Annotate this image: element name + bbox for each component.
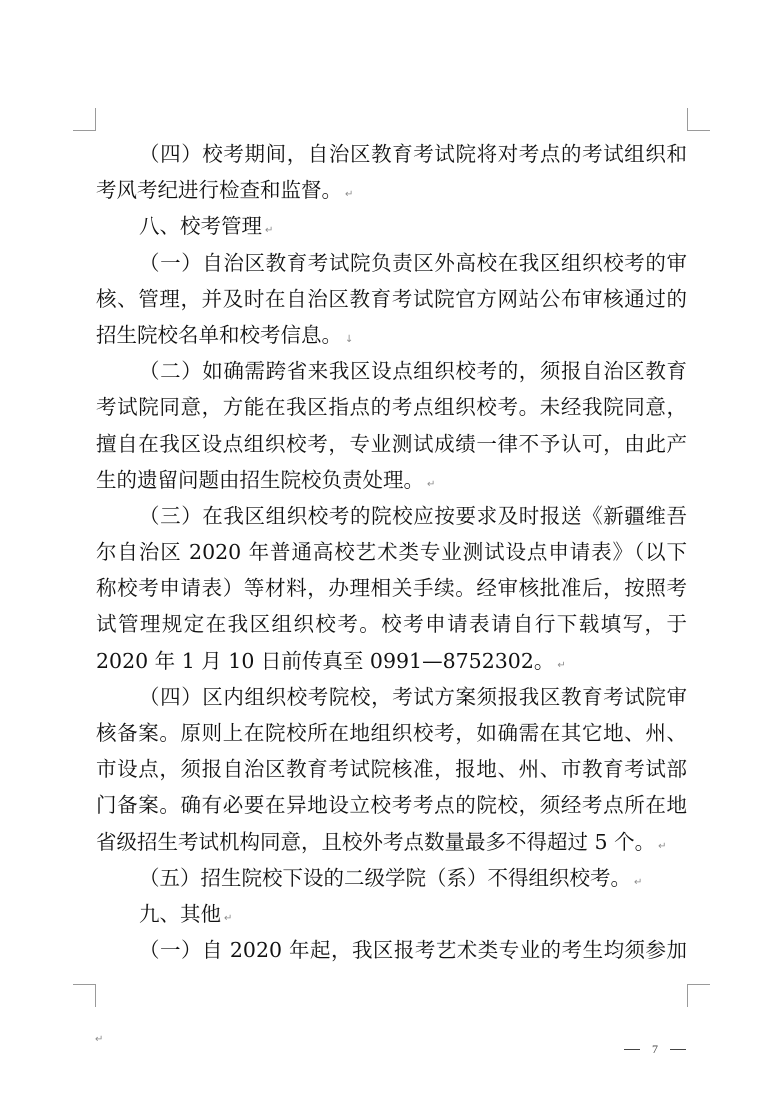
paragraph-line: 擅自在我区设点组织校考，专业测试成绩一律不予认可，由此产: [96, 431, 687, 456]
paragraph-line: [96, 643, 687, 679]
section-heading-text: 九、其他: [139, 901, 221, 926]
paragraph-line: [96, 317, 687, 353]
paragraph-line: （一）自治区教育考试院负责区外高校在我区组织校考的审: [139, 250, 687, 275]
paragraph-line: （四）校考期间，自治区教育考试院将对考点的考试组织和: [139, 142, 687, 166]
page-number-dash-left: [624, 1049, 640, 1050]
line-break-mark-icon: ↓: [345, 333, 354, 345]
paragraph-line: 尔自治区 2020 年普通高校艺术类专业测试设点申请表》（以下: [96, 540, 687, 565]
paragraph-line: [96, 462, 687, 498]
page-number: [624, 1040, 686, 1058]
paragraph-mark-icon: ↵: [557, 659, 566, 671]
paragraph-line: 试管理规定在我区组织校考。校考申请表请自行下载填写，于: [96, 612, 687, 637]
paragraph-text: 2020 年 1 月 10 日前传真至 0991—8752302。: [96, 648, 555, 673]
paragraph-text: （五）招生院校下设的二级学院（系）不得组织校考。: [139, 865, 631, 890]
paragraph-line: （一）自 2020 年起，我区报考艺术类专业的考生均须参加: [139, 938, 687, 963]
paragraph-line: 称校考申请表）等材料，办理相关手续。经审核批准后，按照考: [96, 576, 687, 601]
paragraph-mark-icon: ↵: [658, 840, 667, 852]
paragraph-line: 核、管理，并及时在自治区教育考试院官方网站公布审核通过的: [96, 286, 687, 311]
paragraph-line: 市设点，须报自治区教育考试院核准，报地、州、市教育考试部: [96, 757, 687, 782]
crop-mark-bottom-left: [73, 984, 96, 1007]
paragraph-line: [96, 860, 687, 896]
paragraph-mark-icon: ↵: [95, 1034, 104, 1045]
paragraph-mark-icon: ↵: [634, 876, 643, 888]
paragraph-line: [96, 824, 687, 860]
paragraph-line: （四）区内组织校考院校，考试方案须报我区教育考试院审: [139, 684, 687, 709]
paragraph-text: 招生院校名单和校考信息。: [96, 322, 342, 347]
paragraph-line: 考试院同意，方能在我区指点的考点组织校考。未经我院同意，: [96, 395, 687, 420]
paragraph-line: （三）在我区组织校考的院校应按要求及时报送《新疆维吾: [139, 503, 687, 528]
paragraph-text: 考风考纪进行检查和监督。: [96, 178, 342, 203]
paragraph-text: 省级招生考试机构同意，且校外考点数量最多不得超过 5 个。: [96, 829, 656, 854]
document-body: [96, 136, 687, 968]
crop-mark-bottom-right: [687, 984, 710, 1007]
page-number-dash-right: [670, 1049, 686, 1050]
section-heading: [96, 896, 687, 932]
section-heading: [96, 208, 687, 244]
crop-mark-top-right: [687, 108, 710, 131]
page-number-text: 7: [652, 1041, 658, 1056]
paragraph-line: 核备案。原则上在院校所在地组织校考，如确需在其它地、州、: [96, 721, 687, 745]
paragraph-mark-icon: ↵: [427, 478, 436, 490]
paragraph-text: 生的遗留问题由招生院校负责处理。: [96, 467, 424, 492]
paragraph-mark-icon: ↵: [345, 189, 354, 201]
paragraph-mark-icon: ↵: [224, 912, 233, 924]
paragraph-line: （二）如确需跨省来我区设点组织校考的，须报自治区教育: [139, 359, 687, 384]
paragraph-line: [96, 172, 687, 208]
paragraph-mark-icon: ↵: [265, 225, 274, 237]
crop-mark-top-left: [73, 108, 96, 131]
paragraph-line: 门备案。确有必要在异地设立校考考点的院校，须经考点所在地: [96, 793, 687, 818]
section-heading-text: 八、校考管理: [139, 214, 262, 239]
